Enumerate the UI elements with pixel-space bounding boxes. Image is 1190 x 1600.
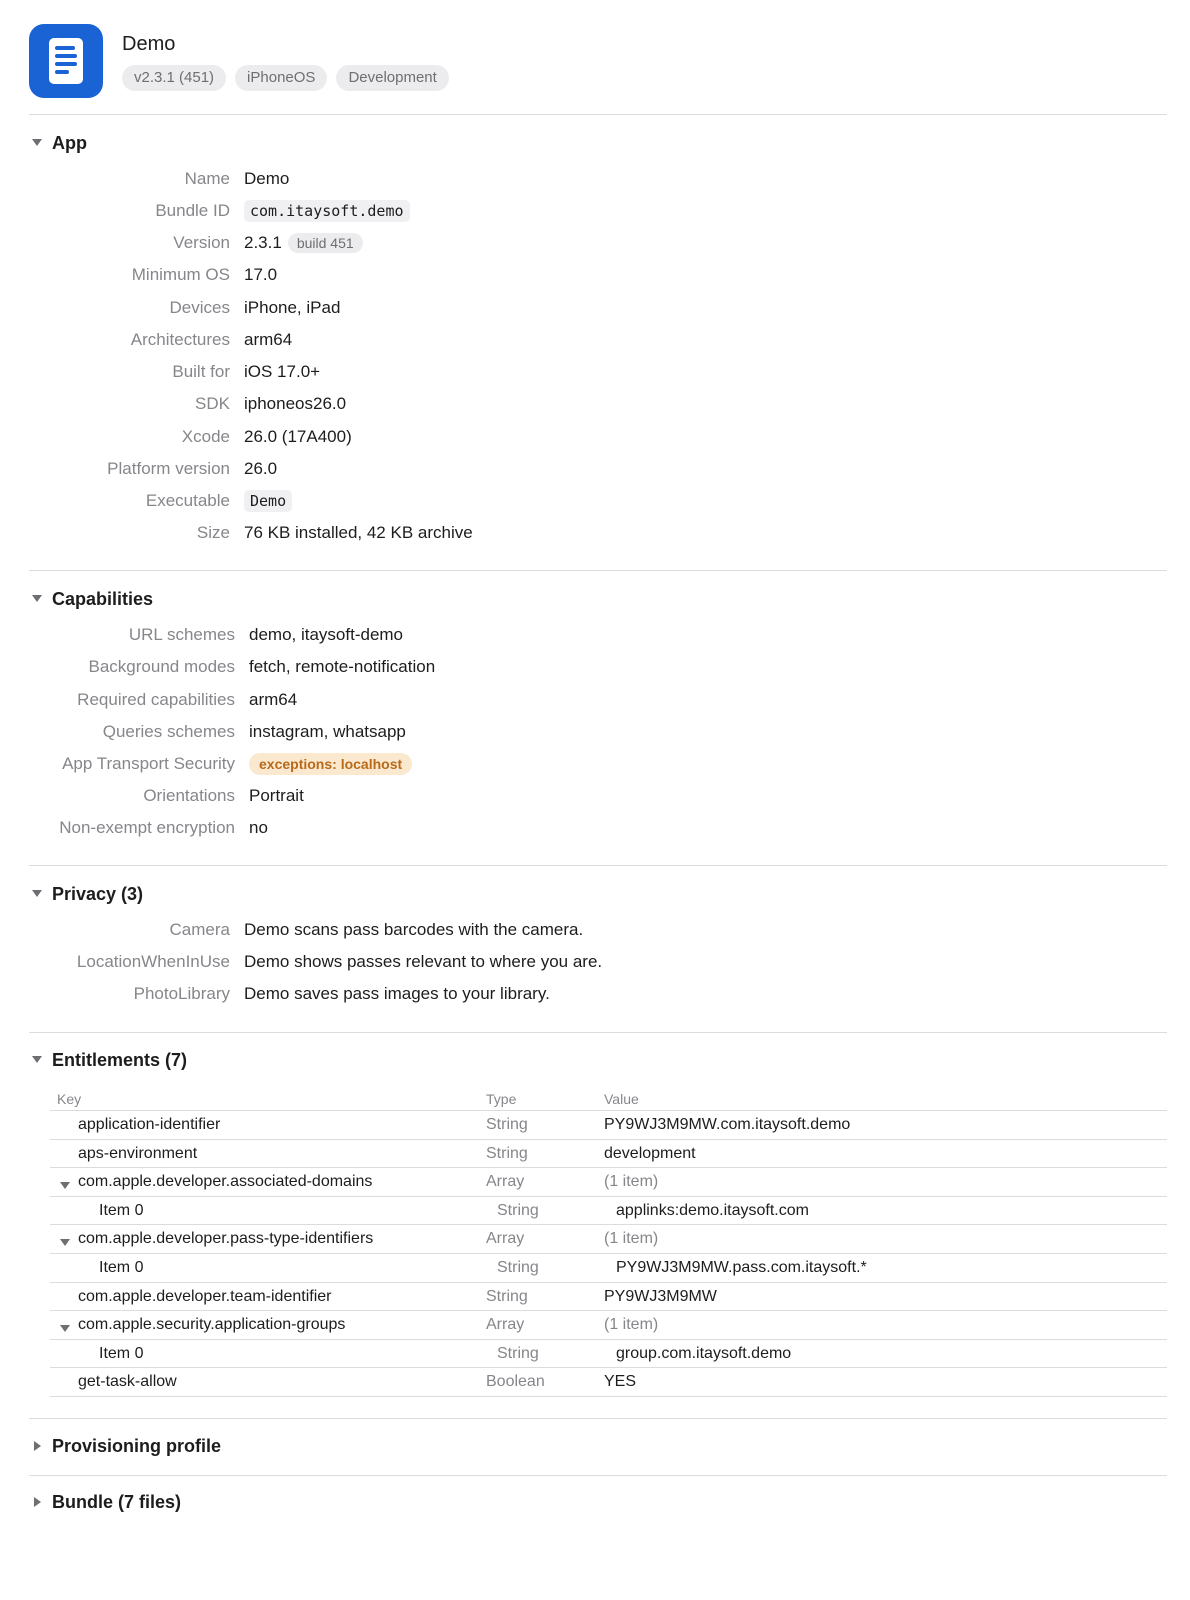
section-app-header[interactable] <box>31 131 87 155</box>
section-title-bundle: Bundle (7 files) <box>52 1491 182 1512</box>
entitlement-type: String <box>497 1258 539 1276</box>
kv-value-text: iOS 17.0+ <box>244 362 321 381</box>
kv-key: SDK <box>195 394 230 413</box>
divider <box>29 1032 1167 1033</box>
entitlement-type: Array <box>486 1230 525 1248</box>
column-header-value: Value <box>604 1091 639 1107</box>
chevron-down-icon[interactable] <box>60 1321 70 1339</box>
entitlement-value: applinks:demo.itaysoft.com <box>616 1201 809 1219</box>
divider <box>29 1475 1167 1476</box>
entitlement-key: com.apple.developer.associated-domains <box>78 1173 373 1191</box>
platform-pill: iPhoneOS <box>235 65 327 91</box>
kv-row <box>0 783 304 809</box>
table-row[interactable] <box>50 1140 1167 1169</box>
kv-value-text: fetch, remote-notification <box>249 657 436 676</box>
kv-row <box>0 198 410 224</box>
entitlement-type: String <box>486 1287 528 1305</box>
entitlement-type: Array <box>486 1316 525 1334</box>
chevron-down-icon[interactable] <box>31 593 43 605</box>
table-row[interactable] <box>50 1197 1167 1226</box>
entitlement-type: String <box>497 1201 539 1219</box>
section-title-privacy: Privacy (3) <box>52 883 144 904</box>
kv-value <box>244 427 352 447</box>
section-title-entitlements: Entitlements (7) <box>52 1049 188 1070</box>
kv-key: App Transport Security <box>62 754 235 773</box>
section-capabilities-header[interactable] <box>31 587 153 611</box>
kv-value <box>244 233 363 253</box>
app-title: Demo <box>122 33 176 55</box>
kv-key: Non-exempt encryption <box>59 818 235 837</box>
kv-value <box>244 920 583 940</box>
chevron-down-icon[interactable] <box>60 1178 70 1196</box>
entitlement-key: com.apple.developer.pass-type-identifiers <box>78 1230 374 1248</box>
kv-key: URL schemes <box>128 625 235 644</box>
kv-value <box>244 523 473 543</box>
kv-key: Devices <box>169 298 230 317</box>
entitlement-value: development <box>604 1144 696 1162</box>
kv-value <box>244 298 340 318</box>
kv-key: Name <box>184 169 230 188</box>
kv-value <box>244 490 292 512</box>
kv-key: Version <box>173 233 230 252</box>
entitlement-type: String <box>486 1144 528 1162</box>
divider <box>29 1418 1167 1419</box>
kv-value <box>249 753 412 775</box>
kv-key: Background modes <box>88 657 235 676</box>
entitlement-key: aps-environment <box>78 1144 198 1162</box>
kv-key: Built for <box>172 362 230 381</box>
header-pills <box>122 65 449 91</box>
kv-value-text: demo, itaysoft-demo <box>249 625 404 644</box>
kv-value <box>244 169 289 189</box>
kv-value-text: Demo scans pass barcodes with the camera. <box>244 920 584 939</box>
kv-value-text: 26.0 <box>244 459 278 478</box>
kv-row <box>0 359 320 385</box>
kv-value-text: 17.0 <box>244 265 278 284</box>
kv-value-text: 2.3.1 <box>244 233 282 252</box>
kv-row <box>0 166 289 192</box>
document-icon <box>29 24 103 98</box>
entitlement-key: com.apple.security.application-groups <box>78 1316 346 1334</box>
entitlements-table <box>50 1085 1167 1397</box>
kv-row <box>0 327 292 353</box>
chevron-right-icon[interactable] <box>31 1440 43 1452</box>
chevron-down-icon[interactable] <box>31 1054 43 1066</box>
kv-row <box>0 719 406 745</box>
kv-row <box>0 424 352 450</box>
kv-row <box>0 295 340 321</box>
table-row[interactable] <box>50 1340 1167 1369</box>
divider <box>29 865 1167 866</box>
bundle-id-chip: com.itaysoft.demo <box>244 200 410 222</box>
section-title-capabilities: Capabilities <box>52 588 154 609</box>
entitlement-value: YES <box>604 1373 637 1391</box>
table-row[interactable] <box>50 1254 1167 1283</box>
kv-value-text: instagram, whatsapp <box>249 722 406 741</box>
kv-key: Camera <box>169 920 230 939</box>
kv-value <box>249 625 403 645</box>
environment-pill: Development <box>336 65 448 91</box>
kv-value-text: iPhone, iPad <box>244 298 341 317</box>
kv-key: Orientations <box>143 786 235 805</box>
kv-key: Xcode <box>181 427 230 446</box>
section-entitlements-header[interactable] <box>31 1048 187 1072</box>
kv-key: Architectures <box>130 330 230 349</box>
chevron-down-icon[interactable] <box>31 137 43 149</box>
kv-value-text: 76 KB installed, 42 KB archive <box>244 523 473 542</box>
kv-value <box>244 265 277 285</box>
kv-value <box>244 330 292 350</box>
entitlement-key: Item 0 <box>99 1201 144 1219</box>
column-header-key: Key <box>57 1091 82 1107</box>
kv-row <box>0 751 412 777</box>
table-row[interactable] <box>50 1311 1167 1340</box>
chevron-down-icon[interactable] <box>60 1235 70 1253</box>
divider <box>29 570 1167 571</box>
entitlement-value: PY9WJ3M9MW.pass.com.itaysoft.* <box>616 1258 867 1276</box>
entitlement-key: Item 0 <box>99 1344 144 1362</box>
kv-row <box>0 917 583 943</box>
kv-value-text: arm64 <box>249 690 298 709</box>
entitlement-key: application-identifier <box>78 1116 221 1133</box>
kv-row <box>0 981 550 1007</box>
kv-key: Queries schemes <box>102 722 235 741</box>
kv-key: Bundle ID <box>155 201 230 220</box>
divider <box>29 114 1167 115</box>
table-header <box>50 1085 1167 1111</box>
kv-value <box>244 984 550 1004</box>
chevron-right-icon[interactable] <box>31 1496 43 1508</box>
section-bundle-header[interactable] <box>31 1490 181 1514</box>
entitlement-value: PY9WJ3M9MW.com.itaysoft.demo <box>604 1116 851 1133</box>
app-header <box>29 24 1167 118</box>
kv-value <box>249 786 304 806</box>
section-title-provisioning: Provisioning profile <box>52 1435 222 1456</box>
entitlement-type: Boolean <box>486 1373 545 1391</box>
kv-value-text: iphoneos26.0 <box>244 394 347 413</box>
kv-value <box>249 818 268 838</box>
kv-key: LocationWhenInUse <box>76 952 230 971</box>
entitlement-key: get-task-allow <box>78 1373 177 1391</box>
chevron-down-icon[interactable] <box>31 888 43 900</box>
version-pill: v2.3.1 (451) <box>122 65 226 91</box>
entitlement-key: Item 0 <box>99 1258 144 1276</box>
kv-row <box>0 488 292 514</box>
build-badge: build 451 <box>288 233 363 253</box>
executable-chip: Demo <box>244 490 292 512</box>
column-header-type: Type <box>486 1091 517 1107</box>
kv-row <box>0 654 435 680</box>
kv-value-text: 26.0 (17A400) <box>244 427 352 446</box>
kv-value <box>249 722 406 742</box>
kv-row <box>0 230 363 256</box>
kv-value-text: Portrait <box>249 786 304 805</box>
kv-key: Required capabilities <box>77 690 235 709</box>
kv-row <box>0 262 277 288</box>
entitlement-type: Array <box>486 1173 525 1191</box>
kv-row <box>0 815 268 841</box>
ats-warning-badge: exceptions: localhost <box>249 753 412 775</box>
kv-value <box>249 690 297 710</box>
entitlement-value: PY9WJ3M9MW <box>604 1287 717 1305</box>
kv-key: Executable <box>145 491 230 510</box>
entitlement-value: group.com.itaysoft.demo <box>616 1344 792 1362</box>
entitlement-value: (1 item) <box>604 1230 659 1248</box>
kv-value <box>244 394 346 414</box>
kv-row <box>0 949 602 975</box>
kv-value-text: Demo shows passes relevant to where you are. <box>244 952 603 971</box>
entitlement-value: (1 item) <box>604 1173 659 1191</box>
kv-value-text: no <box>249 818 268 837</box>
kv-row <box>0 687 297 713</box>
table-row[interactable] <box>50 1225 1167 1254</box>
kv-row <box>0 622 403 648</box>
entitlement-value: (1 item) <box>604 1316 659 1334</box>
kv-key: PhotoLibrary <box>133 984 230 1003</box>
section-title-app: App <box>52 132 87 153</box>
kv-row <box>0 520 473 546</box>
kv-value <box>244 362 320 382</box>
kv-key: Platform version <box>107 459 230 478</box>
section-provisioning-header[interactable] <box>31 1434 221 1458</box>
kv-value <box>249 657 435 677</box>
kv-row <box>0 456 277 482</box>
kv-value-text: arm64 <box>244 330 293 349</box>
entitlement-key: com.apple.developer.team-identifier <box>78 1287 332 1305</box>
kv-value-text: Demo saves pass images to your library. <box>244 984 550 1003</box>
table-row[interactable] <box>50 1168 1167 1197</box>
kv-value <box>244 459 277 479</box>
entitlement-type: String <box>497 1344 539 1362</box>
kv-value <box>244 952 602 972</box>
kv-value-text: Demo <box>244 169 290 188</box>
table-row[interactable] <box>50 1368 1167 1397</box>
table-row[interactable] <box>50 1111 1167 1140</box>
section-privacy-header[interactable] <box>31 882 143 906</box>
table-row[interactable] <box>50 1283 1167 1312</box>
kv-row <box>0 391 346 417</box>
kv-value <box>244 200 410 222</box>
kv-key: Size <box>196 523 230 542</box>
kv-key: Minimum OS <box>131 265 230 284</box>
entitlement-type: String <box>486 1116 528 1133</box>
